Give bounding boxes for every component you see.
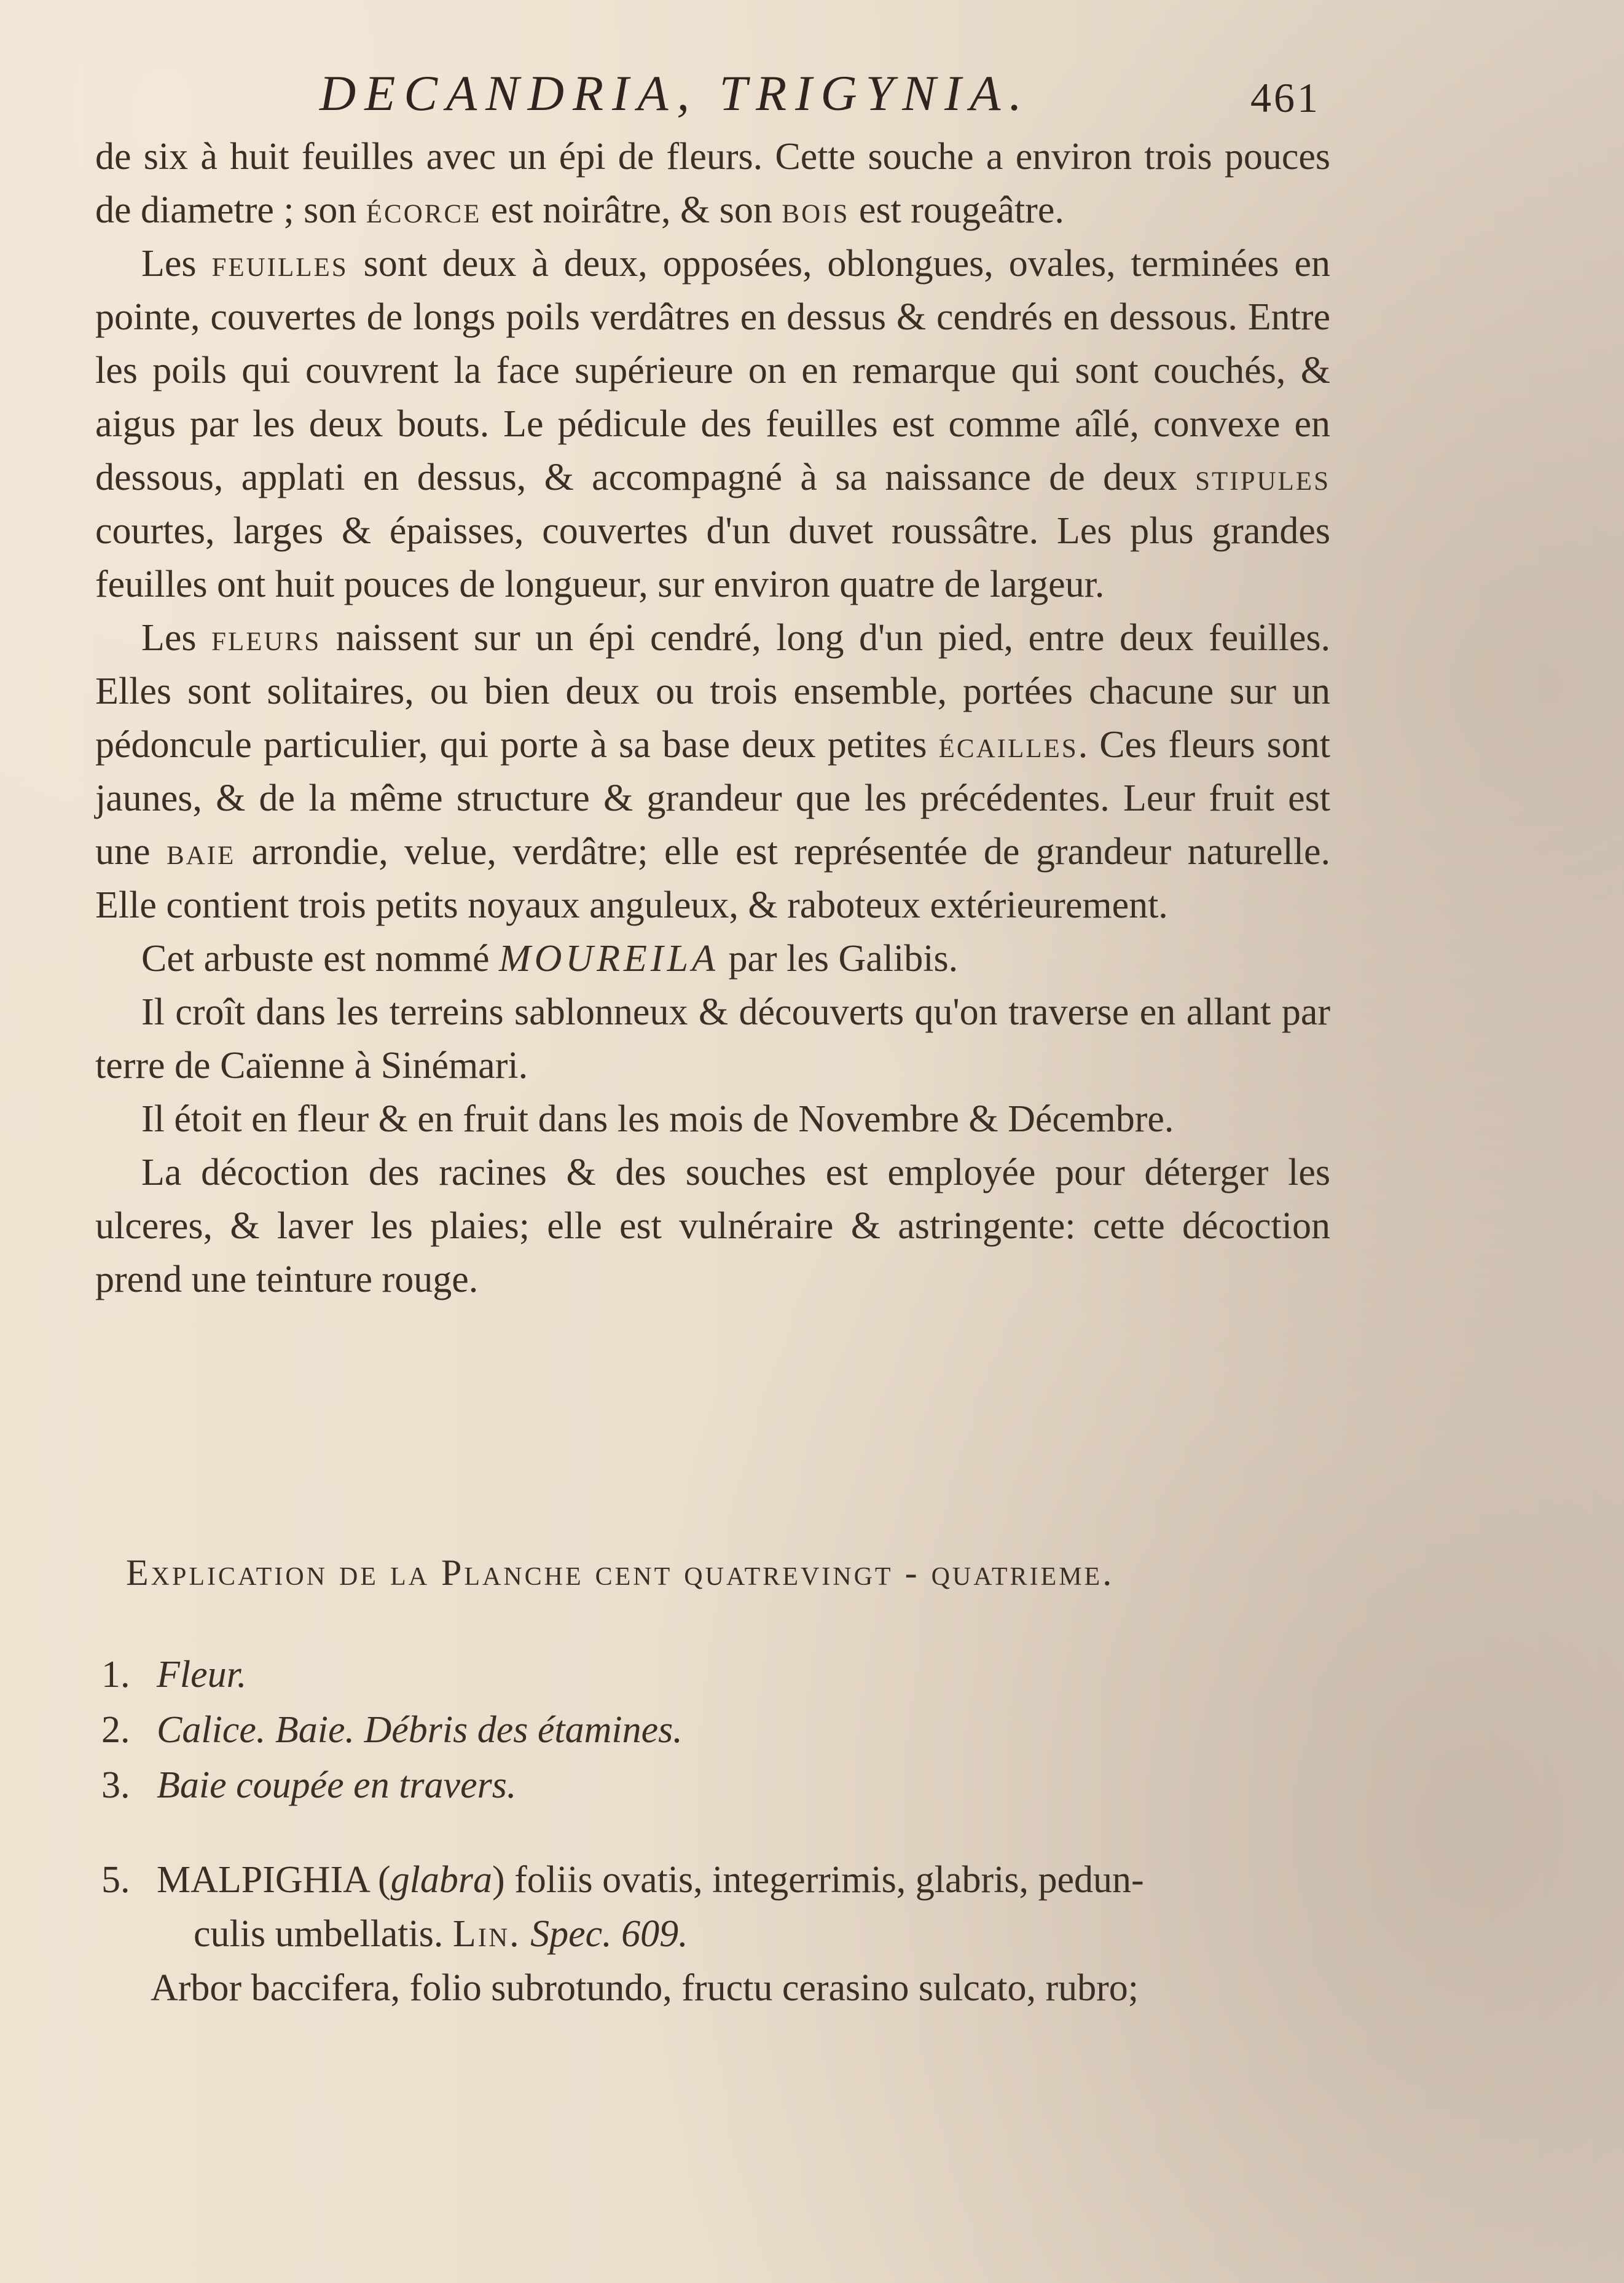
italic-name: MOUREILA: [498, 938, 719, 980]
text-run: est noirâtre, & son: [481, 189, 782, 231]
plate-explanation-heading: Explication de la Planche cent quatrevingt - quatrieme.: [126, 1552, 1115, 1593]
species-continuation: [101, 1907, 1336, 1961]
figure-list: [101, 1647, 1269, 1813]
species-entry: [101, 1853, 1336, 2015]
figure-number: 2.: [101, 1709, 130, 1751]
paragraph-3: [95, 611, 1330, 932]
body-text: [95, 130, 1330, 1307]
paragraph-7: La décoction des racines & des souches est employée pour déterger les ulceres, & laver les plaies; elle est vulnéraire & astringente: cette décoction prend une teinture rouge.: [95, 1152, 1330, 1300]
text-run: Cet arbuste est nommé: [141, 938, 499, 980]
small-caps-term: bois: [782, 189, 850, 231]
reference-author: Lin.: [452, 1913, 521, 1955]
paragraph-4: [95, 932, 1330, 986]
species-description: ) foliis ovatis, integerrimis, glabris, pedun-: [492, 1859, 1144, 1901]
text-run: arrondie, velue, verdâtre; elle est représentée de grandeur naturelle. Elle contient trois petits noyaux anguleux, & raboteux extérieurement.: [95, 831, 1330, 926]
small-caps-term: fleurs: [211, 617, 321, 659]
species-name: MALPIGHIA (: [157, 1859, 391, 1901]
figure-item: [101, 1647, 1269, 1702]
figure-label: Fleur.: [157, 1654, 247, 1696]
reference-work: Spec. 609.: [520, 1913, 688, 1955]
small-caps-term: écailles: [938, 724, 1078, 766]
figure-label: Baie coupée en travers.: [157, 1764, 517, 1806]
figure-item: [101, 1758, 1269, 1813]
paragraph-2: [95, 237, 1330, 611]
species-epithet: glabra: [390, 1859, 492, 1901]
text-run: . Ces fleurs sont jaunes, & de la même structure & grandeur que les précédentes. Leur fruit est une: [95, 724, 1330, 873]
text-run: de six à huit feuilles avec un épi de fleurs. Cette souche a environ trois pouces de diametre ; son: [95, 136, 1330, 231]
paragraph-6: Il étoit en fleur & en fruit dans les mois de Novembre & Décembre.: [141, 1098, 1174, 1140]
figure-number: 3.: [101, 1764, 130, 1806]
species-number: 5.: [101, 1859, 130, 1901]
running-header: DECANDRIA, TRIGYNIA.: [320, 65, 1030, 121]
text-run: est rougeâtre.: [849, 189, 1064, 231]
text-run: par les Galibis.: [718, 938, 959, 980]
page-number: 461: [1250, 74, 1320, 121]
small-caps-term: feuilles: [211, 243, 348, 285]
paragraph-5: Il croît dans les terreins sablonneux & découverts qu'on traverse en allant par terre de Caïenne à Sinémari.: [95, 991, 1330, 1086]
text-run: culis umbellatis.: [194, 1913, 453, 1955]
text-run: courtes, larges & épaisses, couvertes d'un duvet roussâtre. Les plus grandes feuilles ont huit pouces de longueur, sur environ quatre de largeur.: [95, 510, 1330, 605]
text-run: Les: [141, 243, 212, 285]
paragraph-1: [95, 130, 1330, 237]
figure-label: Calice. Baie. Débris des étamines.: [157, 1709, 683, 1751]
figure-item: [101, 1702, 1269, 1758]
text-run: naissent sur un épi cendré, long d'un pied, entre deux feuilles. Elles sont solitaires, ou bien deux ou trois ensemble, portées chacune sur un pédoncule particulier, qui porte à sa base deux petites: [95, 617, 1330, 766]
small-caps-term: stipules: [1195, 457, 1330, 498]
species-synonym: Arbor baccifera, folio subrotundo, fructu cerasino sulcato, rubro;: [151, 1967, 1139, 2009]
small-caps-term: écorce: [366, 189, 482, 231]
text-run: Les: [141, 617, 212, 659]
small-caps-term: baie: [166, 831, 236, 873]
species-line: [101, 1853, 1336, 1907]
text-run: sont deux à deux, opposées, oblongues, ovales, terminées en pointe, couvertes de longs poils verdâtres en dessus & cendrés en dessous. Entre les poils qui couvrent la face supérieure on en remarque qui sont couchés, & aigus par les deux bouts. Le pédicule des feuilles est comme aîlé, convexe en dessous, applati en dessus, & accompagné à sa naissance de deux: [95, 243, 1330, 498]
figure-number: 1.: [101, 1654, 130, 1696]
